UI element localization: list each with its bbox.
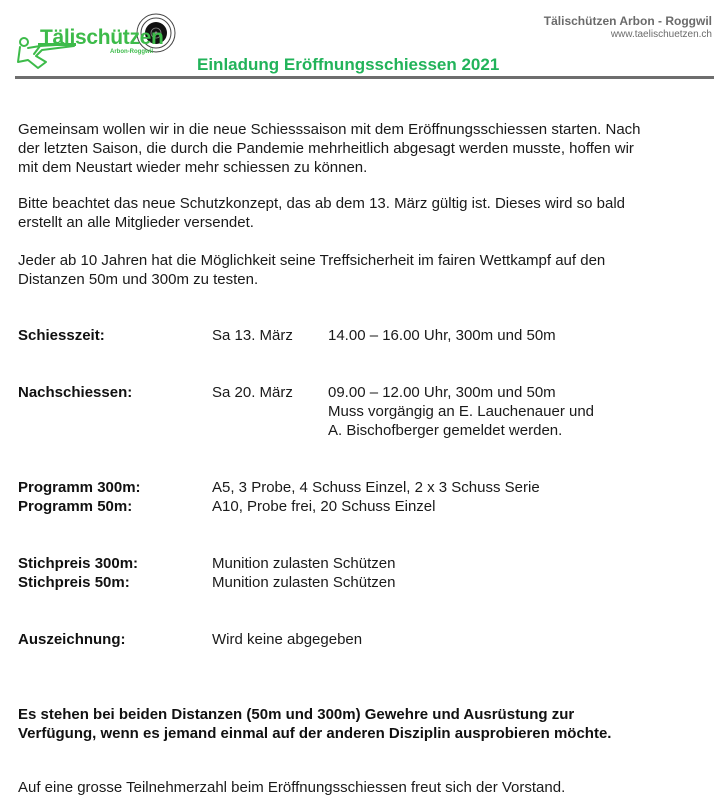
logo-subtitle: Arbon-Roggwil	[110, 49, 153, 55]
closing-sentence: Auf eine grosse Teilnehmerzahl beim Eröffnungsschiessen freut sich der Vorstand.	[18, 779, 566, 796]
equipment-note	[18, 705, 708, 743]
nachschiessen-time: 09.00 – 12.00 Uhr, 300m und 50m	[328, 384, 556, 401]
organization-name: Tälischützen Arbon - Roggwil	[543, 14, 712, 28]
nachschiessen-note: A. Bischofberger gemeldet werden.	[328, 422, 563, 439]
text-line: Es stehen bei beiden Distanzen (50m und 300m) Gewehre und Ausrüstung zur	[18, 706, 575, 723]
text-line: Bitte beachtet das neue Schutzkonzept, das ab dem 13. März gültig ist. Dieses wird so bald	[18, 195, 626, 212]
text-line: mit dem Neustart wieder mehr schiessen zu können.	[18, 159, 368, 176]
schiesszeit-time: 14.00 – 16.00 Uhr, 300m und 50m	[328, 327, 556, 344]
programm-300m-label: Programm 300m:	[18, 479, 141, 496]
schiesszeit-label: Schiesszeit:	[18, 327, 105, 344]
text-line: Distanzen 50m und 300m zu testen.	[18, 271, 259, 288]
organization-url[interactable]: www.taelischuetzen.ch	[610, 29, 712, 40]
nachschiessen-details	[328, 383, 594, 440]
nachschiessen-note: Muss vorgängig an E. Lauchenauer und	[328, 403, 595, 420]
stichpreis-50m-label: Stichpreis 50m:	[18, 574, 130, 591]
auszeichnung-value: Wird keine abgegeben	[212, 631, 363, 648]
header-divider	[15, 76, 714, 79]
eligibility-paragraph	[18, 251, 708, 289]
text-line: erstellt an alle Mitglieder versendet.	[18, 214, 254, 231]
schiesszeit-date: Sa 13. März	[212, 327, 293, 344]
protection-concept-paragraph	[18, 194, 708, 232]
programm-50m-value: A10, Probe frei, 20 Schuss Einzel	[212, 498, 436, 515]
intro-paragraph	[18, 120, 708, 177]
stichpreis-50m-value: Munition zulasten Schützen	[212, 574, 396, 591]
nachschiessen-label: Nachschiessen:	[18, 384, 133, 401]
text-line: der letzten Saison, die durch die Pandemie mehrheitlich abgesagt werden musste, hoffen wir	[18, 140, 634, 157]
logo-text: Tälischützen	[40, 26, 164, 49]
page-title: Einladung Eröffnungsschiessen 2021	[197, 55, 500, 74]
stichpreis-300m-value: Munition zulasten Schützen	[212, 555, 396, 572]
text-line: Gemeinsam wollen wir in die neue Schiesssaison mit dem Eröffnungsschiessen starten. Nach	[18, 121, 641, 138]
programm-300m-value: A5, 3 Probe, 4 Schuss Einzel, 2 x 3 Schuss Serie	[212, 479, 540, 496]
club-logo	[14, 12, 176, 70]
auszeichnung-label: Auszeichnung:	[18, 631, 126, 648]
nachschiessen-date: Sa 20. März	[212, 384, 293, 401]
stichpreis-300m-label: Stichpreis 300m:	[18, 555, 139, 572]
text-line: Verfügung, wenn es jemand einmal auf der anderen Disziplin ausprobieren möchte.	[18, 725, 612, 742]
text-line: Jeder ab 10 Jahren hat die Möglichkeit seine Treffsicherheit im fairen Wettkampf auf den	[18, 252, 606, 269]
programm-50m-label: Programm 50m:	[18, 498, 133, 515]
